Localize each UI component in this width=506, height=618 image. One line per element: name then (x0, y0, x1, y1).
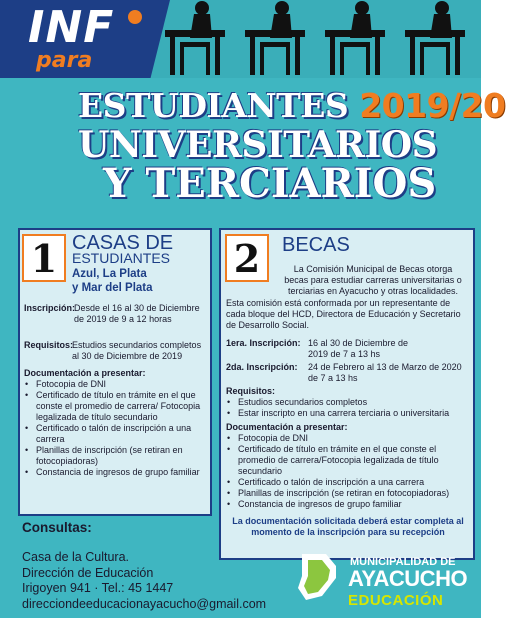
becas-docs-label: Documentación a presentar: (226, 422, 348, 432)
info-title: INF (28, 2, 115, 53)
becas-inscripcion-2 (226, 362, 466, 384)
casas-docs-label: Documentación a presentar: (24, 368, 146, 378)
casas-places-1: Azul, La Plata (72, 268, 147, 280)
casas-heading-1: CASAS DE (72, 232, 174, 254)
becas-inscripcion-1-text: 16 al 30 de Diciembre de 2019 de 7 a 13 hs (308, 338, 409, 359)
list-item: • Certificado de título en trámite en el que conste el promedio de carrera/Fotocopia legalizada de título secundario (234, 444, 466, 477)
municipalidad-logo-icon (292, 548, 344, 604)
becas-inscripcion-1-label: 1era. Inscripción: (226, 338, 301, 348)
list-item: • Estar inscripto en una carrera terciaria o universitaria (234, 408, 466, 419)
becas-inscripcion-2-label: 2da. Inscripción: (226, 362, 298, 372)
title-year: 2019/20 (359, 86, 506, 125)
logo-municipalidad-text: MUNICIPALIDAD DE (350, 556, 456, 568)
students-silhouette-image (150, 0, 481, 75)
contact-info (22, 550, 266, 612)
casas-requisitos (24, 340, 204, 362)
becas-requisitos (226, 386, 466, 419)
section-number-1: 1 (22, 234, 66, 282)
contact-line-1: Casa de la Cultura. (22, 550, 130, 564)
casas-docs-list (24, 379, 204, 478)
list-item: • Fotocopia de DNI (234, 433, 466, 444)
becas-intro-1: La Comisión Municipal de Becas otorga becas para estudiar carreras universitarias o terciarias en Ayacucho y otras localidades. (284, 264, 462, 296)
list-item: • Certificado o talón de inscripción a una carrera (32, 423, 204, 445)
becas-docs (226, 422, 466, 510)
logo-ayacucho-text: AYACUCHO (348, 566, 468, 591)
consultas-label: Consultas: (22, 520, 92, 535)
casas-requisitos-label: Requisitos: (24, 340, 74, 350)
list-item: • Constancia de ingresos de grupo familiar (32, 467, 204, 478)
title-line-2: UNIVERSITARIOS (78, 124, 438, 166)
section-number-2: 2 (225, 234, 269, 282)
casas-inscripcion (24, 303, 204, 325)
list-item: • Planillas de inscripción (se retiran en fotocopiadoras) (32, 445, 204, 467)
becas-note: La documentación solicitada deberá estar completa al momento de la inscripción para su recepción (232, 516, 464, 537)
title-line-1 (78, 86, 506, 125)
list-item: • Constancia de ingresos de grupo familiar (234, 499, 466, 510)
list-item: • Certificado de título en trámite en el que conste el promedio de carrera/ Fotocopia legalizada de título secundario (32, 390, 204, 423)
list-item: • Fotocopia de DNI (32, 379, 204, 390)
casas-heading-2: ESTUDIANTES (72, 250, 171, 266)
becas-docs-list (226, 433, 466, 510)
logo-educacion-text: EDUCACIÓN (348, 592, 444, 609)
title-estudiantes: ESTUDIANTES (78, 86, 349, 125)
casas-inscripcion-label: Inscripción: (24, 303, 76, 313)
contact-email[interactable]: direcciondeeducacionayacucho@gmail.com (22, 596, 267, 611)
casas-requisitos-text: Estudios secundarios completos al 30 de Diciembre de 2019 (72, 340, 202, 361)
becas-requisitos-label: Requisitos: (226, 386, 276, 396)
title-line-3: Y TERCIARIOS (103, 160, 437, 207)
list-item: • Estudios secundarios completos (234, 397, 466, 408)
casas-inscripcion-text: Desde el 16 al 30 de Diciembre de 2019 de 9 a 12 horas (74, 303, 200, 324)
contact-line-3: Irigoyen 941 · Tel.: 45 1447 (22, 581, 174, 595)
casas-places-2: y Mar del Plata (72, 282, 153, 294)
list-item: • Certificado o talón de inscripción a una carrera (234, 477, 466, 488)
list-item: • Planillas de inscripción (se retiran en fotocopiadoras) (234, 488, 466, 499)
becas-heading: BECAS (282, 234, 350, 256)
info-exclamation-icon (128, 10, 142, 24)
contact-line-2: Dirección de Educación (22, 565, 154, 580)
becas-requisitos-list (226, 397, 466, 419)
becas-inscripcion-2-text: 24 de Febrero al 13 de Marzo de 2020 de 7 a 13 hs (308, 362, 462, 383)
para-subtitle: para (36, 48, 93, 73)
casas-docs (24, 368, 204, 478)
becas-inscripcion-1 (226, 338, 466, 360)
becas-intro-2: Esta comisión está conformada por un representante de cada bloque del HCD, Directora de Educación y Secretario de Desarrollo Social. (226, 298, 461, 330)
